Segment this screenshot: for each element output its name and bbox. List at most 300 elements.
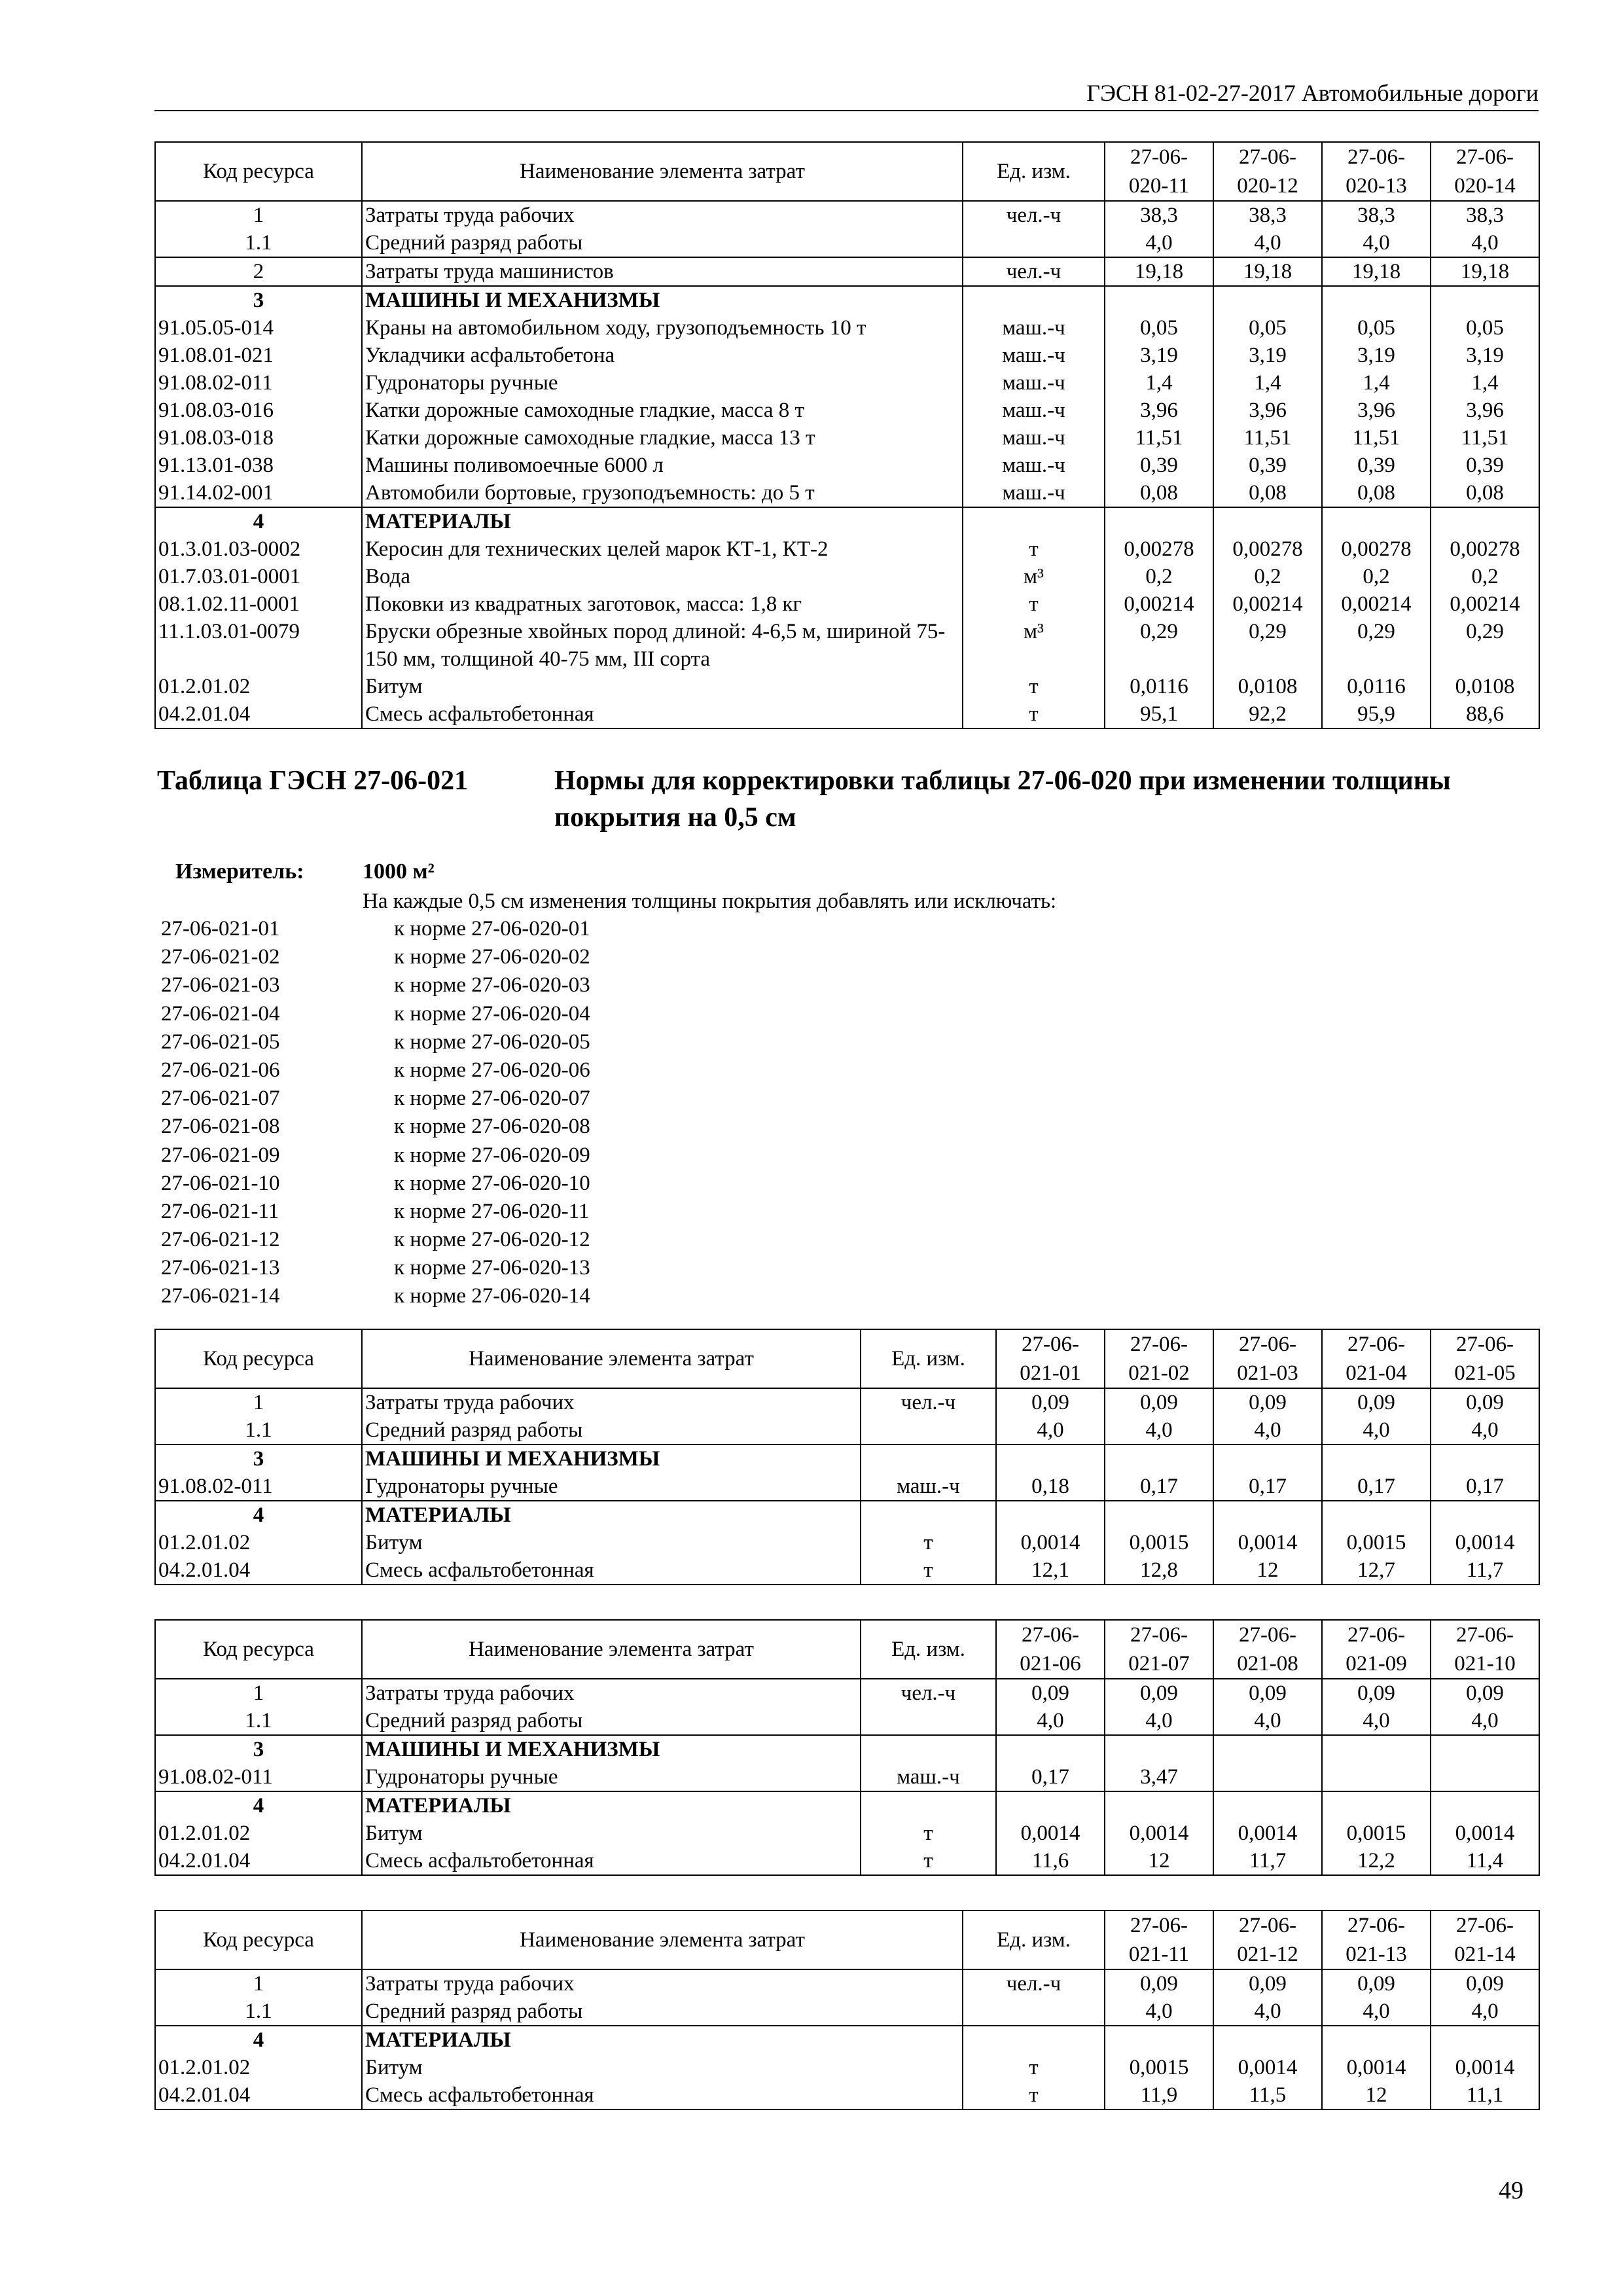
- norm-ref: к норме 27-06-020-10: [394, 1171, 590, 1195]
- cell-unit: чел.-ч: [963, 201, 1105, 229]
- norm-code: 27-06-021-07: [161, 1086, 280, 1111]
- cell-value: 0,05: [1322, 314, 1431, 342]
- cell-code: 91.08.01-021: [155, 342, 362, 369]
- cell-value: 4,0: [1213, 1707, 1322, 1735]
- header-norm-code-part: 27-06-: [1456, 1623, 1514, 1647]
- header-unit: Ед. изм.: [963, 142, 1105, 201]
- cell-value: 38,3: [1322, 201, 1431, 229]
- header-code: Код ресурса: [155, 142, 362, 201]
- cell-unit: [963, 2026, 1105, 2054]
- header-norm-code: [1322, 1620, 1431, 1679]
- table-row: [155, 479, 1539, 507]
- cell-name: МАТЕРИАЛЫ: [362, 507, 963, 535]
- cell-code: 3: [155, 286, 362, 314]
- norm-ref: к норме 27-06-020-05: [394, 1030, 590, 1054]
- norm-item: [161, 1085, 750, 1113]
- norm-code: 27-06-021-06: [161, 1058, 280, 1082]
- cell-value: 1,4: [1105, 369, 1213, 397]
- cell-value: 0,09: [1213, 1679, 1322, 1707]
- cell-value: [1213, 1735, 1322, 1763]
- cell-name: Гудронаторы ручные: [362, 1763, 861, 1791]
- norm-code: 27-06-021-08: [161, 1115, 280, 1139]
- cell-value: 0,00278: [1213, 535, 1322, 563]
- cell-value: [996, 1791, 1105, 1820]
- cell-value: 11,51: [1213, 424, 1322, 452]
- header-norm-code-part: 27-06-: [1347, 1623, 1405, 1647]
- cell-value: 11,7: [1213, 1847, 1322, 1875]
- cell-name: МАТЕРИАЛЫ: [362, 2026, 963, 2054]
- cell-name: Поковки из квадратных заготовок, масса: 1,8 кг: [362, 590, 963, 618]
- header-norm-code-part: 020-11: [1128, 174, 1190, 198]
- cell-name: Машины поливомоечные 6000 л: [362, 452, 963, 479]
- norm-list: [161, 915, 750, 1311]
- cell-code: 01.2.01.02: [155, 1820, 362, 1847]
- cell-value: 12,2: [1322, 1847, 1431, 1875]
- cell-code: 1: [155, 1388, 362, 1416]
- resource-table-021-a: [154, 1329, 1540, 1585]
- norm-ref: к норме 27-06-020-02: [394, 945, 590, 969]
- table-row: [155, 342, 1539, 369]
- cell-name: Средний разряд работы: [362, 1416, 861, 1444]
- table-row: [155, 1473, 1539, 1501]
- cell-code: 04.2.01.04: [155, 2081, 362, 2109]
- cell-value: [1431, 286, 1539, 314]
- cell-value: 4,0: [1213, 1998, 1322, 2026]
- norm-code: 27-06-021-12: [161, 1228, 280, 1252]
- cell-value: 19,18: [1105, 257, 1213, 286]
- cell-value: [996, 1735, 1105, 1763]
- table-row: [155, 229, 1539, 257]
- cell-unit: маш.-ч: [861, 1763, 996, 1791]
- cell-code: 91.08.02-011: [155, 1763, 362, 1791]
- header-norm-code-part: 021-08: [1237, 1652, 1298, 1676]
- cell-value: [1105, 2026, 1213, 2054]
- cell-value: 0,29: [1105, 618, 1213, 673]
- norm-ref: к норме 27-06-020-06: [394, 1058, 590, 1082]
- cell-code: 91.13.01-038: [155, 452, 362, 479]
- cell-value: 11,9: [1105, 2081, 1213, 2109]
- cell-value: [1431, 2026, 1539, 2054]
- resource-table-020: [154, 141, 1540, 729]
- table-row: [155, 590, 1539, 618]
- table-row: [155, 535, 1539, 563]
- cell-code: 91.08.02-011: [155, 1473, 362, 1501]
- cell-value: 1,4: [1431, 369, 1539, 397]
- cell-value: 38,3: [1431, 201, 1539, 229]
- header-norm-code-part: 020-14: [1454, 174, 1516, 198]
- header-norm-code-part: 021-13: [1346, 1943, 1407, 1966]
- cell-value: [1431, 1735, 1539, 1763]
- cell-name: Смесь асфальтобетонная: [362, 2081, 963, 2109]
- cell-value: 4,0: [1105, 1998, 1213, 2026]
- table-row: [155, 1707, 1539, 1735]
- table-row: [155, 257, 1539, 286]
- cell-name: Средний разряд работы: [362, 229, 963, 257]
- header-norm-code-part: 27-06-: [1239, 1333, 1296, 1356]
- header-norm-code-part: 021-09: [1346, 1652, 1407, 1676]
- cell-value: [1431, 1501, 1539, 1529]
- cell-value: 3,19: [1322, 342, 1431, 369]
- cell-code: 4: [155, 1501, 362, 1529]
- cell-value: 4,0: [1322, 1707, 1431, 1735]
- cell-value: [1322, 1501, 1431, 1529]
- cell-value: [1105, 1791, 1213, 1820]
- cell-value: 0,09: [1322, 1679, 1431, 1707]
- cell-value: 0,29: [1431, 618, 1539, 673]
- cell-value: 4,0: [1105, 1707, 1213, 1735]
- cell-unit: т: [861, 1847, 996, 1875]
- cell-value: 0,09: [1105, 1388, 1213, 1416]
- cell-unit: т: [861, 1556, 996, 1585]
- cell-value: [1213, 1763, 1322, 1791]
- header-norm-code-part: 021-12: [1237, 1943, 1298, 1966]
- cell-value: 0,09: [1213, 1388, 1322, 1416]
- header-norm-code-part: 27-06-: [1456, 145, 1514, 169]
- header-norm-code: [1431, 1329, 1539, 1388]
- cell-code: 1: [155, 1679, 362, 1707]
- cell-unit: маш.-ч: [963, 479, 1105, 507]
- cell-name: Смесь асфальтобетонная: [362, 1556, 861, 1585]
- cell-name: Бруски обрезные хвойных пород длиной: 4-6,5 м, шириной 75-150 мм, толщиной 40-75 мм, III сорта: [362, 618, 963, 673]
- cell-unit: т: [963, 700, 1105, 728]
- cell-code: 91.05.05-014: [155, 314, 362, 342]
- cell-value: [1431, 507, 1539, 535]
- cell-value: 0,2: [1322, 563, 1431, 590]
- cell-value: 0,29: [1213, 618, 1322, 673]
- cell-value: [1431, 1763, 1539, 1791]
- cell-value: 0,0015: [1322, 1820, 1431, 1847]
- cell-unit: [861, 1444, 996, 1473]
- cell-value: 0,39: [1105, 452, 1213, 479]
- cell-unit: [861, 1791, 996, 1820]
- cell-code: 2: [155, 257, 362, 286]
- header-norm-code: [1213, 1620, 1322, 1679]
- cell-unit: т: [861, 1529, 996, 1556]
- cell-value: 11,4: [1431, 1847, 1539, 1875]
- cell-value: 0,17: [1105, 1473, 1213, 1501]
- cell-code: 04.2.01.04: [155, 1556, 362, 1585]
- cell-value: 4,0: [1322, 1416, 1431, 1444]
- table-row: [155, 314, 1539, 342]
- cell-unit: м³: [963, 618, 1105, 673]
- cell-code: 1.1: [155, 1707, 362, 1735]
- cell-value: 0,39: [1322, 452, 1431, 479]
- norm-code: 27-06-021-11: [161, 1199, 279, 1223]
- table-row: [155, 1416, 1539, 1444]
- header-unit: Ед. изм.: [861, 1329, 996, 1388]
- cell-value: 0,09: [1213, 1969, 1322, 1998]
- cell-code: 1: [155, 201, 362, 229]
- cell-code: 08.1.02.11-0001: [155, 590, 362, 618]
- cell-unit: [963, 229, 1105, 257]
- table-row: [155, 673, 1539, 700]
- cell-value: 0,0116: [1322, 673, 1431, 700]
- table-label: Таблица ГЭСН 27-06-021: [157, 766, 469, 796]
- header-norm-code: [1322, 1329, 1431, 1388]
- cell-unit: маш.-ч: [963, 424, 1105, 452]
- table-row: [155, 618, 1539, 673]
- cell-name: Автомобили бортовые, грузоподъемность: до 5 т: [362, 479, 963, 507]
- cell-value: 0,05: [1105, 314, 1213, 342]
- cell-value: [1322, 2026, 1431, 2054]
- table-row: [155, 700, 1539, 728]
- header-norm-code-part: 27-06-: [1130, 1623, 1188, 1647]
- cell-name: Затраты труда рабочих: [362, 201, 963, 229]
- norm-code: 27-06-021-01: [161, 917, 280, 941]
- cell-unit: маш.-ч: [963, 452, 1105, 479]
- cell-name: Битум: [362, 2054, 963, 2081]
- table-row: [155, 1444, 1539, 1473]
- cell-value: [1213, 1791, 1322, 1820]
- table-row: [155, 286, 1539, 314]
- table-row: [155, 1791, 1539, 1820]
- header-norm-code: [1105, 142, 1213, 201]
- cell-value: 0,00278: [1105, 535, 1213, 563]
- cell-value: 92,2: [1213, 700, 1322, 728]
- cell-value: 4,0: [1105, 229, 1213, 257]
- cell-value: 3,96: [1431, 397, 1539, 424]
- cell-value: 3,47: [1105, 1763, 1213, 1791]
- table-row: [155, 1556, 1539, 1585]
- norm-item: [161, 1198, 750, 1226]
- table-row: [155, 1763, 1539, 1791]
- norm-ref: к норме 27-06-020-03: [394, 973, 590, 997]
- cell-value: 0,0014: [1431, 1529, 1539, 1556]
- cell-unit: чел.-ч: [861, 1388, 996, 1416]
- norm-ref: к норме 27-06-020-09: [394, 1143, 590, 1167]
- norm-item: [161, 915, 750, 943]
- cell-name: МАТЕРИАЛЫ: [362, 1791, 861, 1820]
- cell-value: 0,18: [996, 1473, 1105, 1501]
- table-row: [155, 507, 1539, 535]
- cell-unit: маш.-ч: [963, 397, 1105, 424]
- header-code: Код ресурса: [155, 1329, 362, 1388]
- table-header-row: [155, 1620, 1539, 1679]
- cell-value: [1213, 286, 1322, 314]
- cell-code: 01.2.01.02: [155, 673, 362, 700]
- cell-value: 0,0014: [1213, 2054, 1322, 2081]
- cell-code: 91.08.03-018: [155, 424, 362, 452]
- cell-value: [1105, 286, 1213, 314]
- header-norm-code-part: 021-02: [1128, 1361, 1190, 1385]
- cell-code: 01.2.01.02: [155, 1529, 362, 1556]
- cell-name: Смесь асфальтобетонная: [362, 1847, 861, 1875]
- header-norm-code-part: 27-06-: [1130, 145, 1188, 169]
- cell-name: Гудронаторы ручные: [362, 369, 963, 397]
- cell-value: 0,0015: [1105, 2054, 1213, 2081]
- norm-ref: к норме 27-06-020-08: [394, 1115, 590, 1139]
- norm-code: 27-06-021-02: [161, 945, 280, 969]
- table-row: [155, 2081, 1539, 2109]
- header-norm-code-part: 021-06: [1020, 1652, 1081, 1676]
- cell-name: Затраты труда рабочих: [362, 1969, 963, 1998]
- table-row: [155, 2026, 1539, 2054]
- cell-code: 91.08.03-016: [155, 397, 362, 424]
- cell-value: 4,0: [1213, 229, 1322, 257]
- header-norm-code-part: 021-04: [1346, 1361, 1407, 1385]
- cell-value: 38,3: [1213, 201, 1322, 229]
- cell-value: 0,0014: [1213, 1820, 1322, 1847]
- cell-value: 12,8: [1105, 1556, 1213, 1585]
- cell-value: 0,0108: [1213, 673, 1322, 700]
- cell-value: 0,0014: [1213, 1529, 1322, 1556]
- cell-code: 91.08.02-011: [155, 369, 362, 397]
- cell-unit: т: [963, 2054, 1105, 2081]
- cell-value: 3,96: [1322, 397, 1431, 424]
- cell-name: Битум: [362, 1820, 861, 1847]
- cell-value: 19,18: [1431, 257, 1539, 286]
- table-header-row: [155, 1910, 1539, 1969]
- cell-value: 11,7: [1431, 1556, 1539, 1585]
- table-row: [155, 1847, 1539, 1875]
- cell-value: 0,39: [1213, 452, 1322, 479]
- cell-name: Смесь асфальтобетонная: [362, 700, 963, 728]
- cell-value: 19,18: [1322, 257, 1431, 286]
- page-header: [154, 79, 1539, 111]
- cell-value: [1105, 1735, 1213, 1763]
- cell-code: 01.2.01.02: [155, 2054, 362, 2081]
- header-norm-code-part: 27-06-: [1456, 1333, 1514, 1356]
- cell-name: Затраты труда рабочих: [362, 1679, 861, 1707]
- header-norm-code-part: 27-06-: [1130, 1914, 1188, 1937]
- cell-unit: [861, 1416, 996, 1444]
- cell-value: 95,1: [1105, 700, 1213, 728]
- cell-unit: [963, 286, 1105, 314]
- norm-item: [161, 1056, 750, 1085]
- cell-name: Битум: [362, 673, 963, 700]
- cell-name: Битум: [362, 1529, 861, 1556]
- cell-value: 0,00214: [1431, 590, 1539, 618]
- cell-unit: маш.-ч: [963, 342, 1105, 369]
- header-norm-code: [1105, 1329, 1213, 1388]
- cell-value: [1431, 1444, 1539, 1473]
- cell-code: 4: [155, 507, 362, 535]
- cell-code: 01.3.01.03-0002: [155, 535, 362, 563]
- table-row: [155, 452, 1539, 479]
- norm-item: [161, 1226, 750, 1254]
- cell-value: 4,0: [1431, 1707, 1539, 1735]
- cell-value: 0,09: [996, 1388, 1105, 1416]
- header-norm-code-part: 27-06-: [1347, 1914, 1405, 1937]
- resource-table-021-c: [154, 1910, 1540, 2110]
- norm-ref: к норме 27-06-020-07: [394, 1086, 590, 1111]
- cell-value: 95,9: [1322, 700, 1431, 728]
- header-norm-code-part: 27-06-: [1130, 1333, 1188, 1356]
- cell-value: 0,29: [1322, 618, 1431, 673]
- cell-value: 12: [1105, 1847, 1213, 1875]
- table-row: [155, 2054, 1539, 2081]
- norm-code: 27-06-021-13: [161, 1256, 280, 1280]
- table-row: [155, 1735, 1539, 1763]
- cell-value: 0,0014: [996, 1820, 1105, 1847]
- header-name: Наименование элемента затрат: [362, 1329, 861, 1388]
- cell-value: 0,17: [996, 1763, 1105, 1791]
- cell-name: МАШИНЫ И МЕХАНИЗМЫ: [362, 1735, 861, 1763]
- cell-value: 0,08: [1431, 479, 1539, 507]
- header-norm-code: [1322, 1910, 1431, 1969]
- cell-value: 3,96: [1213, 397, 1322, 424]
- cell-value: [1322, 286, 1431, 314]
- cell-name: Затраты труда машинистов: [362, 257, 963, 286]
- cell-name: МАШИНЫ И МЕХАНИЗМЫ: [362, 1444, 861, 1473]
- norm-ref: к норме 27-06-020-14: [394, 1284, 590, 1308]
- cell-value: 0,17: [1431, 1473, 1539, 1501]
- table-row: [155, 1529, 1539, 1556]
- cell-value: 0,09: [1322, 1969, 1431, 1998]
- cell-name: Краны на автомобильном ходу, грузоподъемность 10 т: [362, 314, 963, 342]
- cell-value: 0,09: [1105, 1679, 1213, 1707]
- cell-value: 88,6: [1431, 700, 1539, 728]
- header-norm-code: [1431, 1620, 1539, 1679]
- cell-code: 11.1.03.01-0079: [155, 618, 362, 673]
- header-norm-code-part: 021-11: [1128, 1943, 1190, 1966]
- cell-value: 3,96: [1105, 397, 1213, 424]
- cell-unit: [963, 1998, 1105, 2026]
- norm-ref: к норме 27-06-020-12: [394, 1228, 590, 1252]
- header-unit: Ед. изм.: [963, 1910, 1105, 1969]
- cell-value: 0,05: [1431, 314, 1539, 342]
- header-norm-code: [996, 1329, 1105, 1388]
- table-title: Нормы для корректировки таблицы 27-06-020 при изменении толщины покрытия на 0,5 см: [554, 766, 1451, 833]
- table-row: [155, 369, 1539, 397]
- cell-value: 0,09: [1431, 1969, 1539, 1998]
- cell-code: 4: [155, 2026, 362, 2054]
- header-norm-code-part: 27-06-: [1456, 1914, 1514, 1937]
- header-norm-code: [1322, 142, 1431, 201]
- cell-value: 0,0014: [1431, 2054, 1539, 2081]
- table-row: [155, 1820, 1539, 1847]
- cell-value: 11,5: [1213, 2081, 1322, 2109]
- cell-value: [1213, 1444, 1322, 1473]
- cell-unit: т: [963, 673, 1105, 700]
- norm-code: 27-06-021-14: [161, 1284, 280, 1308]
- cell-value: [1213, 1501, 1322, 1529]
- cell-unit: маш.-ч: [963, 314, 1105, 342]
- norm-item: [161, 1113, 750, 1141]
- cell-value: [1322, 507, 1431, 535]
- norm-item: [161, 1282, 750, 1310]
- cell-unit: чел.-ч: [963, 1969, 1105, 1998]
- cell-value: 12,7: [1322, 1556, 1431, 1585]
- cell-value: 4,0: [1322, 1998, 1431, 2026]
- norm-ref: к норме 27-06-020-11: [394, 1199, 590, 1223]
- cell-unit: т: [963, 590, 1105, 618]
- header-norm-code-part: 021-03: [1237, 1361, 1298, 1385]
- cell-value: [1322, 1735, 1431, 1763]
- cell-value: [1213, 507, 1322, 535]
- cell-code: 91.14.02-001: [155, 479, 362, 507]
- norm-ref: к норме 27-06-020-13: [394, 1256, 590, 1280]
- norm-code: 27-06-021-10: [161, 1171, 280, 1195]
- table-row: [155, 1679, 1539, 1707]
- header-norm-code-part: 021-01: [1020, 1361, 1081, 1385]
- cell-value: [1105, 1444, 1213, 1473]
- cell-value: 4,0: [1322, 229, 1431, 257]
- cell-unit: чел.-ч: [963, 257, 1105, 286]
- cell-value: 11,1: [1431, 2081, 1539, 2109]
- cell-value: 0,17: [1213, 1473, 1322, 1501]
- cell-value: 3,19: [1213, 342, 1322, 369]
- header-norm-code: [1213, 1329, 1322, 1388]
- cell-value: 0,2: [1105, 563, 1213, 590]
- cell-unit: [963, 507, 1105, 535]
- cell-unit: [861, 1735, 996, 1763]
- cell-code: 1: [155, 1969, 362, 1998]
- cell-name: МАШИНЫ И МЕХАНИЗМЫ: [362, 286, 963, 314]
- cell-value: 4,0: [1105, 1416, 1213, 1444]
- cell-value: 38,3: [1105, 201, 1213, 229]
- cell-value: 12,1: [996, 1556, 1105, 1585]
